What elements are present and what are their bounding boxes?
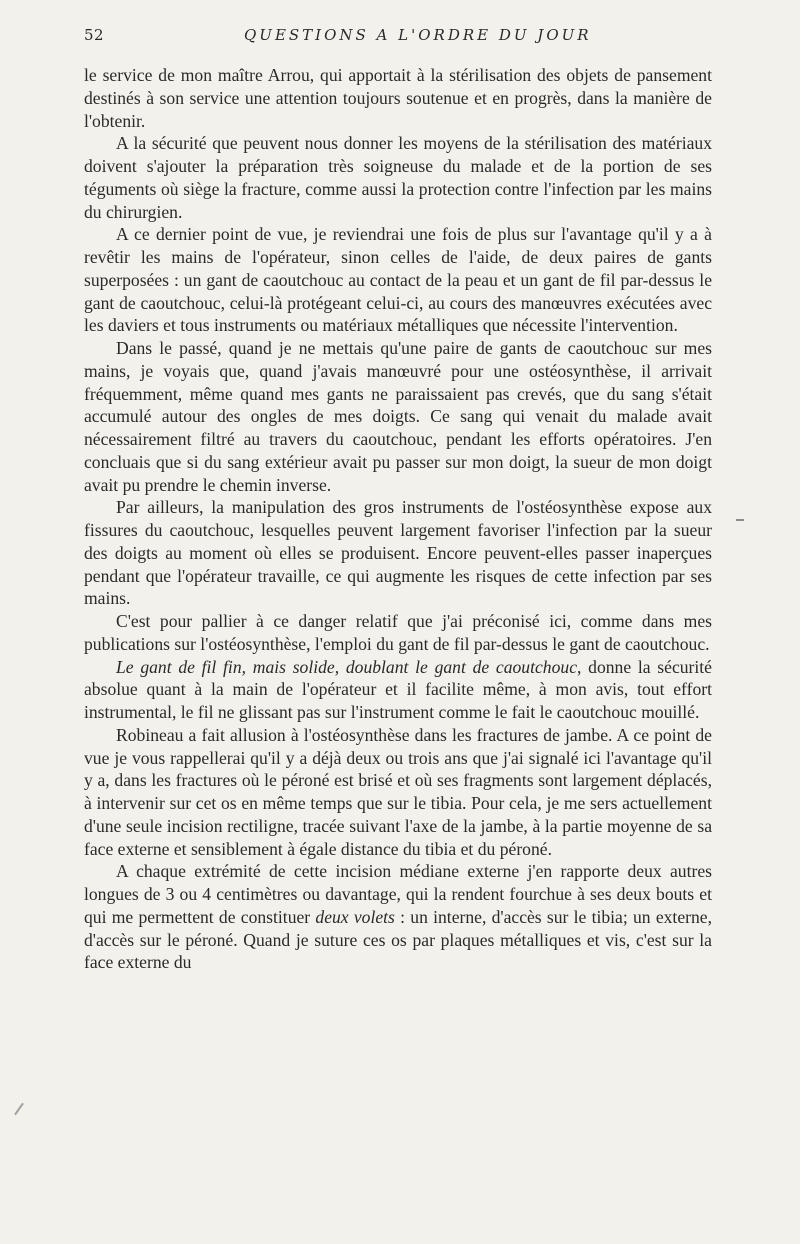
paragraph: le service de mon maître Arrou, qui apportait à la stérilisation des objets de pansement destinés à son service une attention toujours soutenue et en progrès, dans la manière de l'obtenir. [84,65,712,131]
body-text [84,64,712,974]
paragraph: Par ailleurs, la manipulation des gros instruments de l'ostéosynthèse expose aux fissures du caoutchouc, lesquelles peuvent largement favoriser l'infection par la sueur des doigts au moment où elles se produisent. Encore peuvent-elles passer inaperçues pendant que l'opérateur travaille, ce qui augmente les risques de cette infection par ses mains. [84,497,712,609]
paragraph-text: , donne la sécurité absolue quant à la main de l'opérateur et il facilite même, à mon avis, tout effort instrumental, le fil ne glissant pas sur l'instrument comme le fait le caoutchouc mouillé. [84,656,712,722]
paragraph [84,656,712,724]
running-title: QUESTIONS A L'ORDRE DU JOUR [244,26,592,44]
paragraph-text: A chaque extrémité de cette incision médiane externe j'en rapporte deux autres longues de 3 ou 4 centimètres ou davantage, qui la rendent fourchue à ses deux bouts et qui me permettent de constituer [84,861,712,927]
paragraph: C'est pour pallier à ce danger relatif que j'ai préconisé ici, comme dans mes publications sur l'ostéosynthèse, l'emploi du gant de fil par-dessus le gant de caoutchouc. [84,611,712,654]
margin-mark [736,519,744,521]
paragraph: Robineau a fait allusion à l'ostéosynthèse dans les fractures de jambe. A ce point de vue je vous rappellerai qu'il y a déjà deux ou trois ans que j'ai signalé ici l'avantage qu'il y a, dans les fractures où le péroné est brisé et où ses fragments sont largement déplacés, à intervenir sur cet os en même temps que sur le tibia. Pour cela, je me sers actuellement d'une seule incision rectiligne, tracée suivant l'axe de la jambe, à la partie moyenne de sa face externe et sensiblement à égale distance du tibia et du péroné. [84,724,712,859]
margin-mark [14,1103,24,1116]
italic-emphasis: deux volets [315,906,395,927]
italic-emphasis: Le gant de fil fin, mais solide, doublant le gant de caoutchouc [116,656,578,677]
paragraph [84,860,712,974]
paragraph: Dans le passé, quand je ne mettais qu'une paire de gants de caoutchouc sur mes mains, je voyais que, quand j'avais manœuvré pour une ostéosynthèse, il arrivait fréquemment, même quand mes gants ne paraissaient pas crevés, que du sang s'était accumulé autour des ongles de mes doigts. Ce sang qui venait du malade avait nécessairement filtré au travers du caoutchouc, pendant les efforts opératoires. J'en concluais que si du sang extérieur avait pu passer sur mon doigt, la sueur de mon doigt avait pu prendre le chemin inverse. [84,338,712,495]
paragraph-text: : un interne, d'accès sur le tibia; un externe, d'accès sur le péroné. Quand je suture ces os par plaques métalliques et vis, c'est sur la face externe du [84,906,712,973]
running-head [84,26,714,48]
paragraph: A la sécurité que peuvent nous donner les moyens de la stérilisation des matériaux doivent s'ajouter la préparation très soigneuse du malade et de la portion de ses téguments où siège la fracture, comme aussi la protection contre l'infection par les mains du chirurgien. [84,133,712,222]
paragraph: A ce dernier point de vue, je reviendrai une fois de plus sur l'avantage qu'il y a à revêtir les mains de l'opérateur, sinon celles de l'aide, de deux paires de gants superposées : un gant de caoutchouc au contact de la peau et un gant de fil par-dessus le gant de caoutchouc, celui-là protégeant celui-ci, au cours des manœuvres exécutées avec les daviers et tous instruments ou matériaux métalliques que nécessite l'intervention. [84,224,712,336]
page-number: 52 [84,26,105,44]
